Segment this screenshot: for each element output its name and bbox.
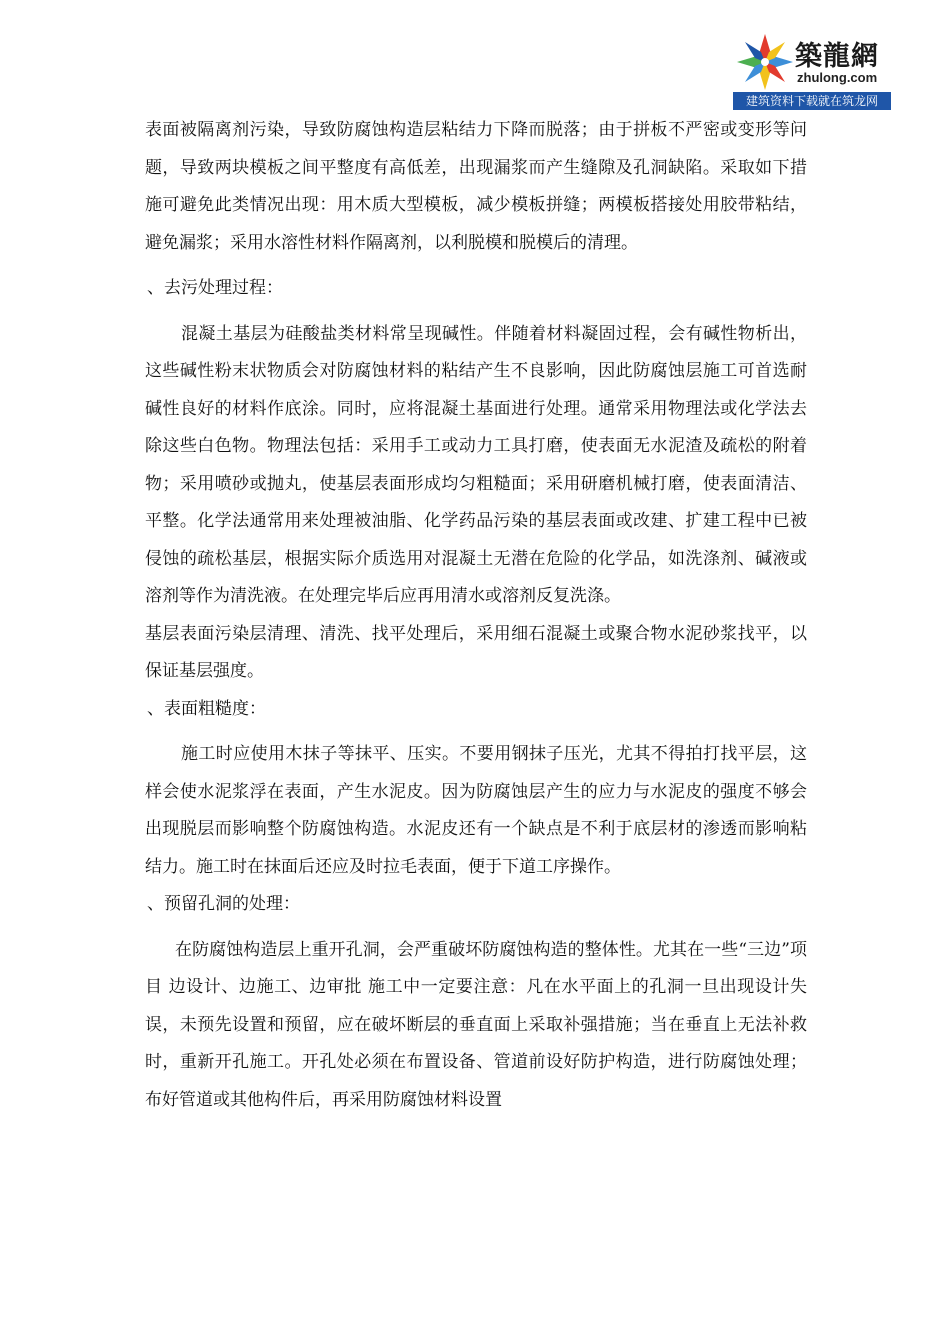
paragraph-roughness: 施工时应使用木抹子等抹平、压实。不要用钢抹子压光，尤其不得拍打找平层，这样会使水泥浆浮在表面，产生水泥皮。因为防腐蚀层产生的应力与水泥皮的强度不够会出现脱层而影响整个防腐蚀构造。水泥皮还有一个缺点是不利于底层材的渗透而影响粘结力。施工时在抹面后还应及时拉毛表面，便于下道工序操作。 xyxy=(145,744,807,877)
pinwheel-star-icon xyxy=(735,32,795,92)
heading-roughness: 、表面粗糙度： xyxy=(147,698,266,719)
paragraph-leveling: 基层表面污染层清理、清洗、找平处理后，采用细石混凝土或聚合物水泥砂浆找平，以保证基层强度。 xyxy=(145,623,807,681)
heading-decontamination: 、去污处理过程： xyxy=(147,278,283,298)
logo-banner: 建筑资料下载就在筑龙网 xyxy=(733,92,891,110)
paragraph-decontamination: 混凝土基层为硅酸盐类材料常呈现碱性。伴随着材料凝固过程，会有碱性物析出，这些碱性粉末状物质会对防腐蚀材料的粘结产生不良影响，因此防腐蚀层施工可首选耐碱性良好的材料作底涂。同时，应将混凝土基面进行处理。通常采用物理法或化学法去除这些白色物。物理法包括：采用手工或动力工具打磨，使表面无水泥渣及疏松的附着物；采用喷砂或抛丸，使基层表面形成均匀粗糙面；采用研磨机械打磨，使表面清洁、平整。化学法通常用来处理被油脂、化学药品污染的基层表面或改建、扩建工程中已被侵蚀的疏松基层，根据实际介质选用对混凝土无潜在危险的化学品，如洗涤剂、碱液或溶剂等作为清洗液。在处理完毕后应再用清水或溶剂反复洗涤。 xyxy=(145,323,807,606)
logo-title: 築龍網 xyxy=(795,41,879,72)
heading-reserved-holes: 、预留孔洞的处理： xyxy=(147,894,300,914)
paragraph-formwork: 表面被隔离剂污染，导致防腐蚀构造层粘结力下降而脱落；由于拼板不严密或变形等问题，导致两块模板之间平整度有高低差，出现漏浆而产生缝隙及孔洞缺陷。采取如下措施可避免此类情况出现：用木质大型模板，减少模板拼缝；两模板搭接处用胶带粘结，避免漏浆；采用水溶性材料作隔离剂，以利脱模和脱模后的清理。 xyxy=(145,120,807,253)
site-logo xyxy=(733,30,893,112)
document-body xyxy=(145,112,807,1119)
paragraph-reserved-holes: 在防腐蚀构造层上重开孔洞，会严重破坏防腐蚀构造的整体性。尤其在一些“三边”项目 边设计、边施工、边审批 施工中一定要注意：凡在水平面上的孔洞一旦出现设计失误，未预先设置和预留，应在破坏断层的垂直面上采取补强措施；当在垂直上无法补救时，重新开孔施工。开孔处必须在布置设备、管道前设好防护构造，进行防腐蚀处理；布好管道或其他构件后，再采用防腐蚀材料设置 xyxy=(145,939,807,1110)
logo-domain: zhulong.com xyxy=(797,70,878,85)
